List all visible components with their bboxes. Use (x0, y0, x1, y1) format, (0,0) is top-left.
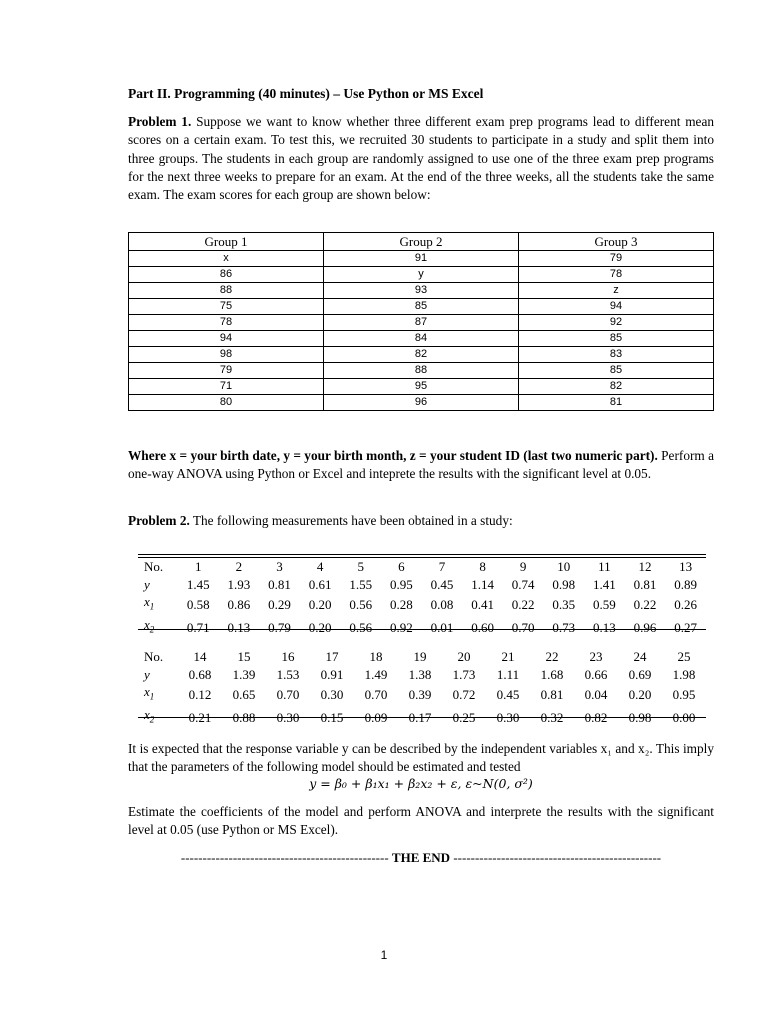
measure-cell: 18 (369, 649, 383, 664)
measure-cell: 0.86 (227, 596, 251, 612)
group-table-body (129, 251, 714, 411)
group-table-cell: 79 (519, 251, 714, 267)
measure-cell: 0.20 (628, 686, 652, 702)
measure-cell: 0.27 (674, 619, 698, 635)
part-heading: Part II. Programming (40 minutes) – Use Python or MS Excel (128, 86, 484, 101)
measurement-table-block2 (138, 648, 706, 729)
group-table-cell: 84 (324, 331, 519, 347)
measure-cell: 12 (638, 559, 652, 574)
measure-cell: 0.98 (628, 709, 652, 725)
measure-cell: 0.91 (320, 666, 344, 682)
measure-cell: 0.58 (186, 596, 210, 612)
where-paragraph (128, 447, 714, 484)
group-table-cell: 91 (324, 251, 519, 267)
group-table-cell: 94 (519, 299, 714, 315)
group-table-cell: 85 (324, 299, 519, 315)
measure-cell: 0.35 (552, 596, 576, 612)
measure-cell: 1.93 (227, 576, 251, 592)
measure-cell: 0.82 (584, 709, 608, 725)
group-table-cell: z (519, 283, 714, 299)
measure-row-x2 (138, 616, 706, 639)
problem1-paragraph (128, 113, 714, 204)
measure-row-y (138, 666, 706, 684)
problem2-label: Problem 2. (128, 513, 190, 528)
group-table-cell: 71 (129, 379, 324, 395)
measure-row-y (138, 576, 706, 594)
measure-row-label: No. (144, 649, 164, 664)
measure-cell: 0.20 (308, 619, 332, 635)
measure-cell: 1.45 (186, 576, 210, 592)
measure-cell: 25 (677, 649, 691, 664)
group-scores-table (128, 232, 714, 411)
measure-cell: 0.13 (227, 619, 251, 635)
measure-cell: 1.73 (452, 666, 476, 682)
measure-cell: 1.38 (408, 666, 432, 682)
measure-cell: 1.68 (540, 666, 564, 682)
measure-cell: 0.28 (389, 596, 413, 612)
group2-header: Group 2 (324, 233, 519, 251)
measure-cell: 0.41 (471, 596, 494, 612)
group-table-row (129, 283, 714, 299)
measure-cell: 0.32 (540, 709, 564, 725)
measure-cell: 0.95 (672, 686, 696, 702)
measure-cell: 0.09 (364, 709, 388, 725)
measure-cell: 0.79 (268, 619, 291, 635)
measure-cell: 0.29 (268, 596, 291, 612)
measure-row-x1 (138, 593, 706, 616)
group3-header: Group 3 (519, 233, 714, 251)
measure-row-label: y (144, 666, 150, 682)
measure-cell: 2 (235, 559, 243, 574)
measure-cell: 0.73 (552, 619, 576, 635)
measure-cell: 0.25 (452, 709, 476, 725)
measure-cell: 0.08 (430, 596, 454, 612)
measure-row-x1 (138, 683, 706, 706)
problem2-paragraph (128, 512, 714, 530)
measure-cell: 22 (545, 649, 559, 664)
group-table-cell: 88 (324, 363, 519, 379)
measure-cell: 4 (316, 559, 324, 574)
group-table-cell: 94 (129, 331, 324, 347)
measure-cell: 0.56 (349, 596, 373, 612)
group-table-row (129, 331, 714, 347)
measure-cell: 0.17 (408, 709, 432, 725)
problem1-text: Suppose we want to know whether three different exam prep programs lead to different mean scores on a certain exam. To test this, we recruited 30 students to participate in a study and split them into three groups. The students in each group are randomly assigned to use one of the three exam prep programs for the next three weeks to prepare for an exam. At the end of the three weeks, all the students take the same exam. The exam scores for each group are shown below: (128, 114, 715, 203)
measure-cell: 0.70 (364, 686, 388, 702)
estimate-paragraph: Estimate the coefficients of the model and perform ANOVA and interprete the results with the significant level at 0.05 (use Python or MS Excel). (128, 804, 714, 838)
group-table-cell: 80 (129, 395, 324, 411)
group-table-cell: 78 (519, 267, 714, 283)
group-table-row (129, 267, 714, 283)
measure-cell: 0.61 (308, 576, 332, 592)
measure-cell: 0.22 (633, 596, 657, 612)
group-table-cell: 86 (129, 267, 324, 283)
group-table-row (129, 395, 714, 411)
group-table-row (129, 299, 714, 315)
group-table-cell: 81 (519, 395, 714, 411)
measure-cell: 11 (598, 559, 611, 574)
measure-cell: 0.74 (511, 576, 535, 592)
measure-cell: 0.92 (389, 619, 413, 635)
measure-cell: 14 (193, 649, 207, 664)
measure-cell: 1.39 (232, 666, 256, 682)
group-table-row (129, 315, 714, 331)
group-table-cell: 93 (324, 283, 519, 299)
group-table-cell: 85 (519, 363, 714, 379)
end-dashes-left: ------------------------------------------------ (180, 850, 389, 865)
group-table-cell: 87 (324, 315, 519, 331)
end-dashes-right: ------------------------------------------------ (453, 850, 662, 865)
measure-cell: 0.88 (232, 709, 256, 725)
measure-cell: 13 (679, 559, 693, 574)
group-table-cell: 82 (324, 347, 519, 363)
where-bold: Where x = your birth date, y = your birth month, z = your student ID (last two numeric part). (128, 448, 658, 463)
measure-cell: 9 (519, 559, 527, 574)
measure-cell: 24 (633, 649, 647, 664)
measure-row-label: No. (144, 559, 164, 574)
measure-cell: 19 (413, 649, 427, 664)
problem1-label: Problem 1. (128, 114, 192, 129)
measure-row-no (138, 648, 706, 666)
measure-cell: 1 (195, 559, 202, 574)
measure-cell: 21 (501, 649, 515, 664)
measure-cell: 16 (281, 649, 295, 664)
measure-cell: 0.12 (188, 686, 212, 702)
the-end-label: THE END (391, 850, 451, 865)
group-table-cell: x (129, 251, 324, 267)
measure-cell: 0.59 (593, 596, 616, 612)
measure-cell: 1.49 (364, 666, 388, 682)
measure-cell: 0.66 (584, 666, 608, 682)
measure-cell: 0.65 (232, 686, 256, 702)
measure-row-x2 (138, 706, 706, 729)
measure-cell: 15 (237, 649, 251, 664)
measure-row-label: y (144, 576, 150, 592)
measure-cell: 0.96 (633, 619, 657, 635)
measure-cell: 0.30 (320, 686, 344, 702)
measure-cell: 0.13 (593, 619, 616, 635)
measure-cell: 0.00 (672, 709, 696, 725)
group-table-cell: 75 (129, 299, 324, 315)
group-table-cell: y (324, 267, 519, 283)
measure-cell: 0.72 (452, 686, 476, 702)
group-table-cell: 82 (519, 379, 714, 395)
measure-cell: 10 (557, 559, 571, 574)
measure-cell: 0.95 (389, 576, 413, 592)
measure-cell: 0.30 (276, 709, 300, 725)
measure-cell: 6 (398, 559, 405, 574)
measurement-table-block1 (138, 558, 706, 639)
measure-row-label: $x_2$ (144, 707, 155, 725)
measure-cell: 0.81 (633, 576, 657, 592)
measure-cell: 0.68 (188, 666, 212, 682)
group-table-cell: 78 (129, 315, 324, 331)
measure-row-label: $x_1$ (144, 684, 155, 702)
regression-model-equation: y = β₀ + β₁x₁ + β₂x₂ + ε, ε~N(0, σ²) (309, 776, 533, 791)
measure-cell: 0.98 (552, 576, 576, 592)
measure-cell: 0.39 (408, 686, 432, 702)
measure-cell: 1.11 (496, 666, 520, 682)
measure-cell: 7 (438, 559, 446, 574)
expected-paragraph: It is expected that the response variable y can be described by the independent variables x₁ and x₂. This imply that the parameters of the following model should be estimated and tested (128, 741, 714, 775)
measure-cell: 0.81 (540, 686, 564, 702)
group-table-cell: 92 (519, 315, 714, 331)
group-header-row (129, 233, 714, 251)
measure-cell: 1.55 (349, 576, 373, 592)
measure-cell: 0.45 (430, 576, 454, 592)
group-table-cell: 96 (324, 395, 519, 411)
measure-cell: 0.22 (511, 596, 535, 612)
group1-header: Group 1 (129, 233, 324, 251)
measure-cell: 20 (457, 649, 471, 664)
measure-cell: 0.89 (674, 576, 698, 592)
group-table-row (129, 379, 714, 395)
measure-cell: 0.60 (471, 619, 494, 635)
measure-cell: 5 (357, 559, 364, 574)
group-table-row (129, 363, 714, 379)
measure-cell: 23 (589, 649, 603, 664)
measure-cell: 1.98 (672, 666, 696, 682)
group-table-row (129, 251, 714, 267)
where-text: Perform a one-way ANOVA using Python or Excel and inteprete the results with the significant level at 0.05. (128, 448, 714, 482)
measure-row-no (138, 558, 706, 576)
group-table-row (129, 347, 714, 363)
measure-cell: 0.01 (430, 619, 454, 635)
measure-cell: 17 (325, 649, 339, 664)
measure-cell: 1.14 (471, 576, 494, 592)
the-end-line (128, 850, 714, 866)
measure-cell: 0.69 (628, 666, 652, 682)
group-table-cell: 83 (519, 347, 714, 363)
measure-cell: 0.70 (511, 619, 535, 635)
group-table-cell: 79 (129, 363, 324, 379)
measure-cell: 0.81 (268, 576, 291, 592)
page-number: 1 (380, 948, 388, 962)
measure-cell: 0.71 (186, 619, 210, 635)
measure-row-label: $x_1$ (144, 594, 155, 612)
measure-cell: 8 (479, 559, 486, 574)
group-table-cell: 95 (324, 379, 519, 395)
measure-cell: 0.56 (349, 619, 373, 635)
measure-cell: 0.21 (188, 709, 212, 725)
measure-row-label: $x_2$ (144, 617, 155, 635)
measure-cell: 0.30 (496, 709, 520, 725)
problem2-text: The following measurements have been obtained in a study: (189, 513, 513, 528)
measure-cell: 3 (276, 559, 283, 574)
measure-cell: 0.45 (496, 686, 520, 702)
group-table-cell: 85 (519, 331, 714, 347)
group-table-cell: 98 (129, 347, 324, 363)
measure-cell: 1.41 (593, 576, 616, 592)
measure-cell: 1.53 (276, 666, 300, 682)
measure-cell: 0.70 (276, 686, 300, 702)
measure-cell: 0.26 (674, 596, 698, 612)
measure-cell: 0.04 (584, 686, 608, 702)
group-table-cell: 88 (129, 283, 324, 299)
measure-cell: 0.20 (308, 596, 332, 612)
measure-cell: 0.15 (320, 709, 344, 725)
